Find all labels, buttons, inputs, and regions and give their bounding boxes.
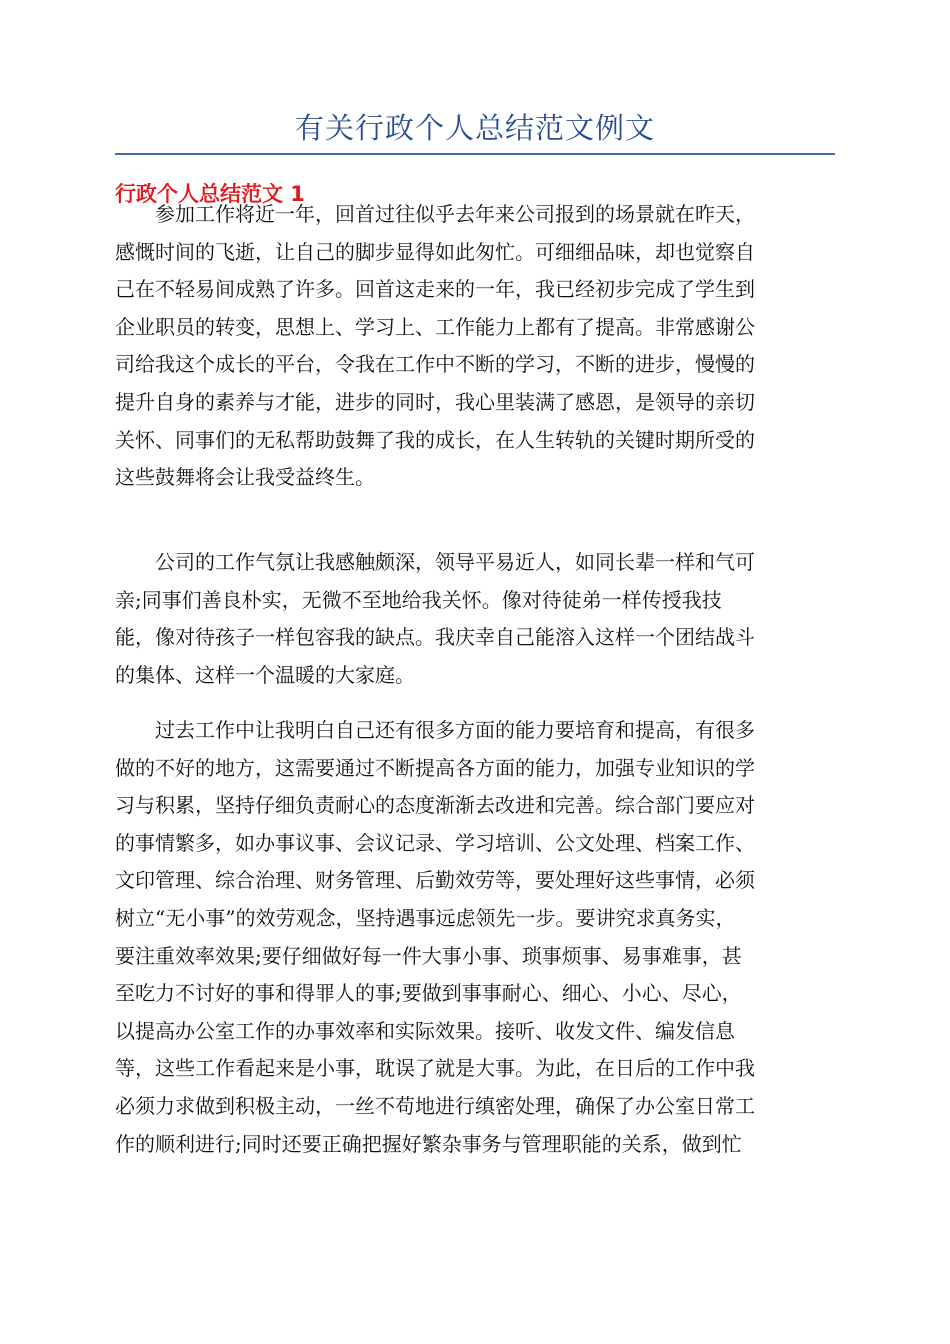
paragraph-line: 树立“无小事”的效劳观念，坚持遇事远虑领先一步。要讲究求真务实， (115, 905, 736, 930)
paragraph-line: 做的不好的地方，这需要通过不断提高各方面的能力，加强专业知识的学 (115, 755, 755, 780)
paragraph-line: 过去工作中让我明白自己还有很多方面的能力要培育和提高，有很多 (115, 718, 755, 742)
paragraph-line: 己在不轻易间成熟了许多。回首这走来的一年，我已经初步完成了学生到 (115, 277, 755, 302)
paragraph-1 (115, 196, 835, 497)
document-title: 有关行政个人总结范文例文 (294, 111, 655, 145)
paragraph-line: 公司的工作气氛让我感触颇深，领导平易近人，如同长辈一样和气可 (115, 550, 755, 574)
paragraph-line: 等，这些工作看起来是小事，耽误了就是大事。为此，在日后的工作中我 (115, 1056, 755, 1081)
paragraph-line: 感慨时间的飞逝，让自己的脚步显得如此匆忙。可细细品味，却也觉察自 (115, 239, 755, 264)
paragraph-line: 的集体、这样一个温暖的大家庭。 (115, 662, 415, 687)
paragraph-3 (115, 712, 835, 1163)
paragraph-line: 必须力求做到积极主动，一丝不苟地进行缜密处理，确保了办公室日常工 (115, 1093, 755, 1118)
paragraph-line: 的事情繁多，如办事议事、会议记录、学习培训、公文处理、档案工作、 (115, 830, 755, 855)
title-underline (115, 153, 835, 155)
paragraph-2 (115, 544, 835, 694)
paragraph-line: 参加工作将近一年，回首过往似乎去年来公司报到的场景就在昨天， (115, 202, 755, 226)
paragraph-line: 习与积累，坚持仔细负责耐心的态度渐渐去改进和完善。综合部门要应对 (115, 793, 755, 818)
paragraph-line: 这些鼓舞将会让我受益终生。 (115, 465, 375, 490)
paragraph-line: 要注重效率效果;要仔细做好每一件大事小事、琐事烦事、易事难事，甚 (115, 943, 742, 968)
paragraph-line: 亲;同事们善良朴实，无微不至地给我关怀。像对待徒弟一样传授我技 (115, 587, 722, 612)
paragraph-line: 司给我这个成长的平台，令我在工作中不断的学习，不断的进步，慢慢的 (115, 352, 755, 377)
paragraph-line: 企业职员的转变，思想上、学习上、工作能力上都有了提高。非常感谢公 (115, 314, 755, 339)
section-heading: 行政个人总结范文 1 (115, 182, 305, 206)
paragraph-line: 提升自身的素养与才能，进步的同时，我心里装满了感恩，是领导的亲切 (115, 389, 755, 414)
paragraph-line: 文印管理、综合治理、财务管理、后勤效劳等，要处理好这些事情，必须 (115, 868, 755, 893)
paragraph-line: 作的顺利进行;同时还要正确把握好繁杂事务与管理职能的关系，做到忙 (115, 1131, 742, 1156)
paragraph-line: 以提高办公室工作的办事效率和实际效果。接听、收发文件、编发信息 (115, 1018, 735, 1043)
paragraph-line: 能，像对待孩子一样包容我的缺点。我庆幸自己能溶入这样一个团结战斗 (115, 625, 755, 650)
paragraph-line: 关怀、同事们的无私帮助鼓舞了我的成长，在人生转轨的关键时期所受的 (115, 427, 755, 452)
paragraph-line: 至吃力不讨好的事和得罪人的事;要做到事事耐心、细心、小心、尽心， (115, 981, 742, 1006)
